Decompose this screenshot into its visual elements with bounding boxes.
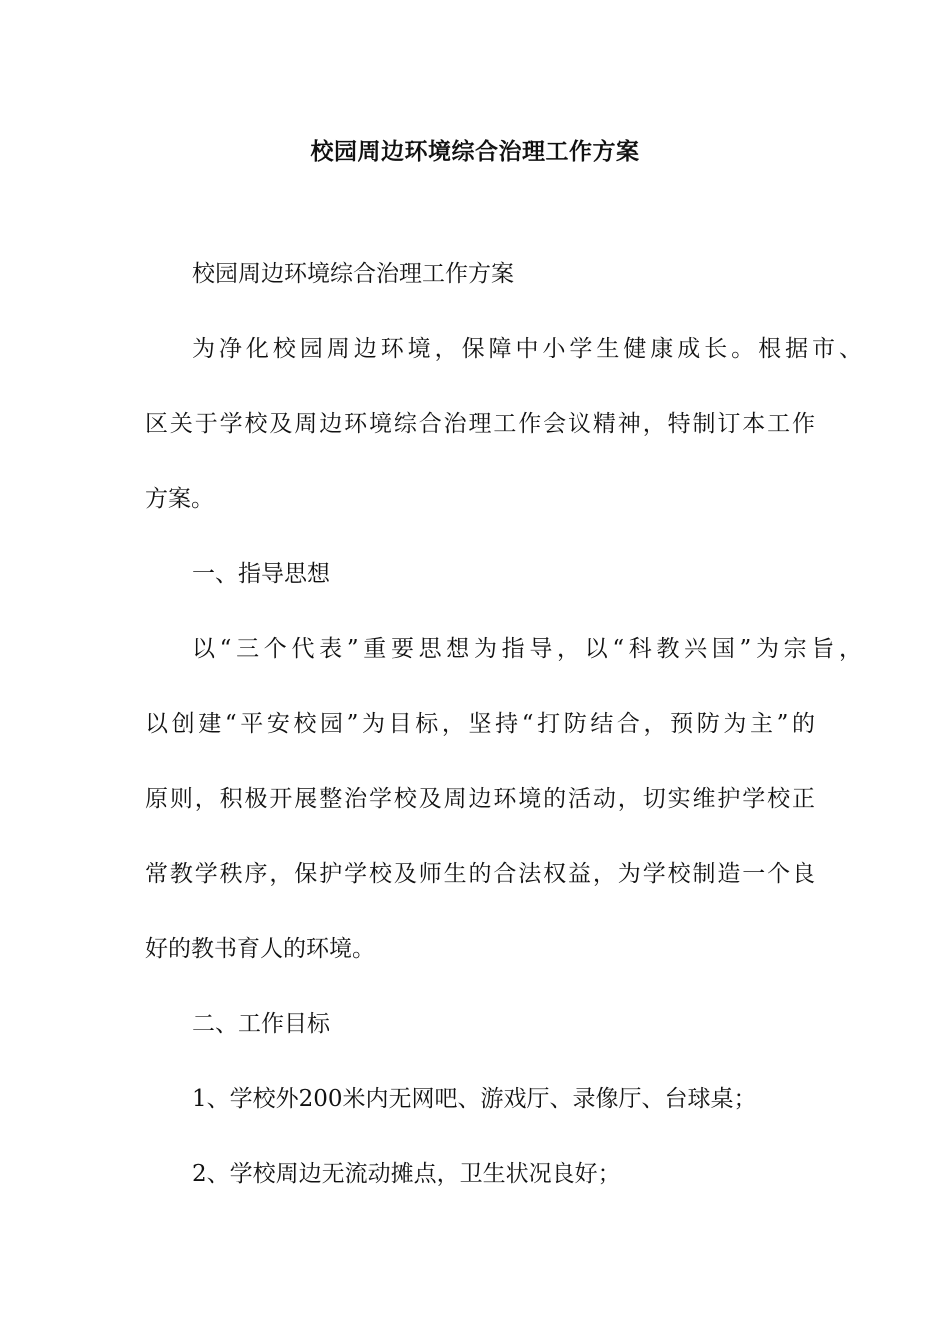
paragraph-line: 原则，积极开展整治学校及周边环境的活动，切实维护学校正 bbox=[145, 786, 815, 812]
paragraph-line: 好的教书育人的环境。 bbox=[145, 936, 375, 962]
document-body bbox=[145, 256, 862, 1231]
document-title: 校园周边环境综合治理工作方案 bbox=[310, 138, 640, 165]
paragraph-line: 区关于学校及周边环境综合治理工作会议精神，特制订本工作 bbox=[145, 411, 815, 437]
section-heading: 一、指导思想 bbox=[192, 561, 330, 587]
subtitle-line: 校园周边环境综合治理工作方案 bbox=[192, 261, 514, 287]
list-item: 1、学校外200米内无网吧、游戏厅、录像厅、台球桌； bbox=[192, 1086, 757, 1112]
list-item: 2、学校周边无流动摊点，卫生状况良好； bbox=[192, 1161, 621, 1187]
paragraph-line: 以创建“平安校园”为目标，坚持“打防结合，预防为主”的 bbox=[145, 711, 815, 737]
paragraph-line: 常教学秩序，保护学校及师生的合法权益，为学校制造一个良 bbox=[145, 861, 815, 887]
paragraph-line: 为净化校园周边环境，保障中小学生健康成长。根据市、 bbox=[192, 336, 862, 362]
paragraph-line: 方案。 bbox=[145, 486, 214, 512]
section-heading: 二、工作目标 bbox=[192, 1011, 330, 1037]
paragraph-line: 以“三个代表”重要思想为指导，以“科教兴国”为宗旨， bbox=[192, 636, 862, 662]
